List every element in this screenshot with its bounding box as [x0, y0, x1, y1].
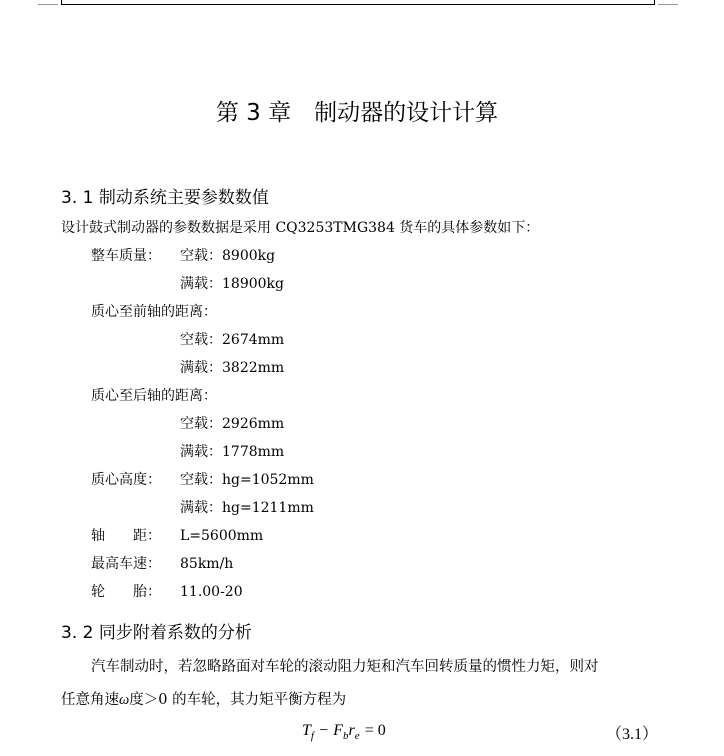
param-front-axle-full: 满载：3822mm	[180, 360, 285, 376]
section-heading-3-1: 3. 1 制动系统主要参数数值	[61, 188, 269, 208]
param-front-axle-empty: 空载：2674mm	[180, 332, 285, 348]
param-label-tire: 轮 胎：	[91, 584, 161, 600]
intro-paragraph: 设计鼓式制动器的参数数据是采用 CQ3253TMG384 货车的具体参数如下：	[61, 220, 540, 236]
omega-symbol: ω	[119, 692, 130, 708]
param-mass-full: 满载：18900kg	[180, 276, 284, 292]
eq-minus: −	[319, 722, 329, 739]
param-rear-axle-empty: 空载：2926mm	[180, 416, 285, 432]
paragraph-line-2	[61, 688, 346, 709]
param-label-top-speed: 最高车速：	[91, 556, 161, 572]
equation-number: （3.1）	[606, 726, 659, 743]
eq-sub-f: f	[310, 730, 314, 743]
param-label-front-axle: 质心至前轴的距离：	[91, 304, 217, 320]
param-mass-empty: 空载：8900kg	[180, 248, 276, 264]
section-heading-3-2: 3. 2 同步附着系数的分析	[61, 623, 252, 643]
param-cg-height-full: 满载：hg=1211mm	[180, 500, 314, 516]
eq-rhs: = 0	[364, 722, 386, 739]
param-rear-axle-full: 满载：1778mm	[180, 444, 285, 460]
param-wheelbase-value: L=5600mm	[180, 528, 264, 544]
page-border-bottom	[61, 4, 655, 5]
param-label-cg-height: 质心高度：	[91, 472, 161, 488]
param-label-mass: 整车质量：	[91, 248, 161, 264]
crop-mark-left	[38, 4, 58, 5]
param-top-speed-value: 85km/h	[180, 556, 234, 572]
equation-3-1	[302, 720, 386, 742]
param-label-rear-axle: 质心至后轴的距离：	[91, 388, 217, 404]
paragraph-line-2-end: 度＞0 的车轮，其力矩平衡方程为	[129, 692, 347, 708]
eq-sub-e: e	[354, 730, 360, 743]
eq-sub-b: b	[342, 730, 349, 743]
paragraph-line-2-start: 任意角速	[61, 692, 119, 708]
crop-mark-right	[658, 4, 678, 5]
eq-F: F	[333, 722, 343, 739]
paragraph-line-1: 汽车制动时，若忽略路面对车轮的滚动阻力矩和汽车回转质量的惯性力矩，则对	[91, 659, 599, 675]
chapter-title: 第 3 章 制动器的设计计算	[215, 100, 499, 126]
eq-r: r	[348, 722, 355, 739]
eq-T: T	[302, 722, 311, 739]
param-cg-height-empty: 空载：hg=1052mm	[180, 472, 314, 488]
param-label-wheelbase: 轴 距：	[91, 528, 161, 544]
param-tire-value: 11.00-20	[180, 584, 243, 600]
